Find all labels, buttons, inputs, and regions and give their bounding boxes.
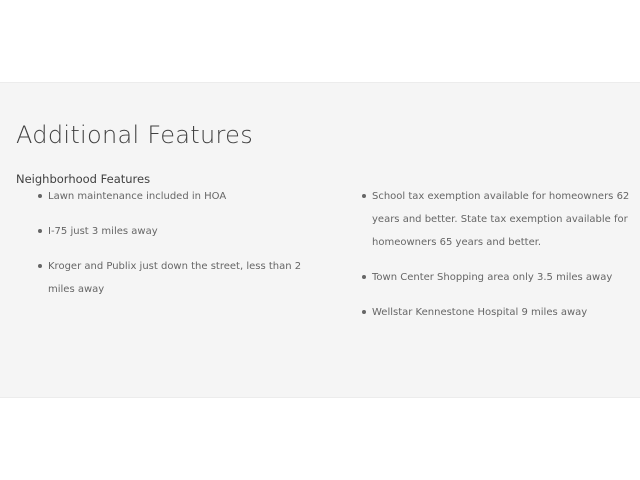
section-subtitle: Neighborhood Features <box>16 172 151 186</box>
list-item <box>38 220 318 243</box>
list-item <box>362 266 630 289</box>
bullet-icon <box>38 229 42 233</box>
feature-list-left <box>38 185 318 313</box>
list-item <box>362 301 630 324</box>
bullet-icon <box>38 194 42 198</box>
feature-text: Town Center Shopping area only 3.5 miles away <box>372 272 613 283</box>
feature-text: Lawn maintenance included in HOA <box>48 191 227 202</box>
list-item <box>362 185 630 254</box>
bullet-icon <box>362 194 366 198</box>
bullet-icon <box>362 275 366 279</box>
section-title: Additional Features <box>16 121 254 149</box>
bullet-icon <box>38 264 42 268</box>
feature-text: Wellstar Kennestone Hospital 9 miles away <box>372 307 588 318</box>
bullet-icon <box>362 310 366 314</box>
additional-features-section <box>0 82 640 398</box>
list-item <box>38 255 318 301</box>
feature-text: I-75 just 3 miles away <box>48 226 158 237</box>
feature-list-right <box>362 185 630 336</box>
list-item <box>38 185 318 208</box>
feature-text: Kroger and Publix just down the street, less than 2 miles away <box>48 261 302 295</box>
feature-text: School tax exemption available for homeowners 62 years and better. State tax exemption available for homeowners 65 years and better. <box>372 191 630 248</box>
